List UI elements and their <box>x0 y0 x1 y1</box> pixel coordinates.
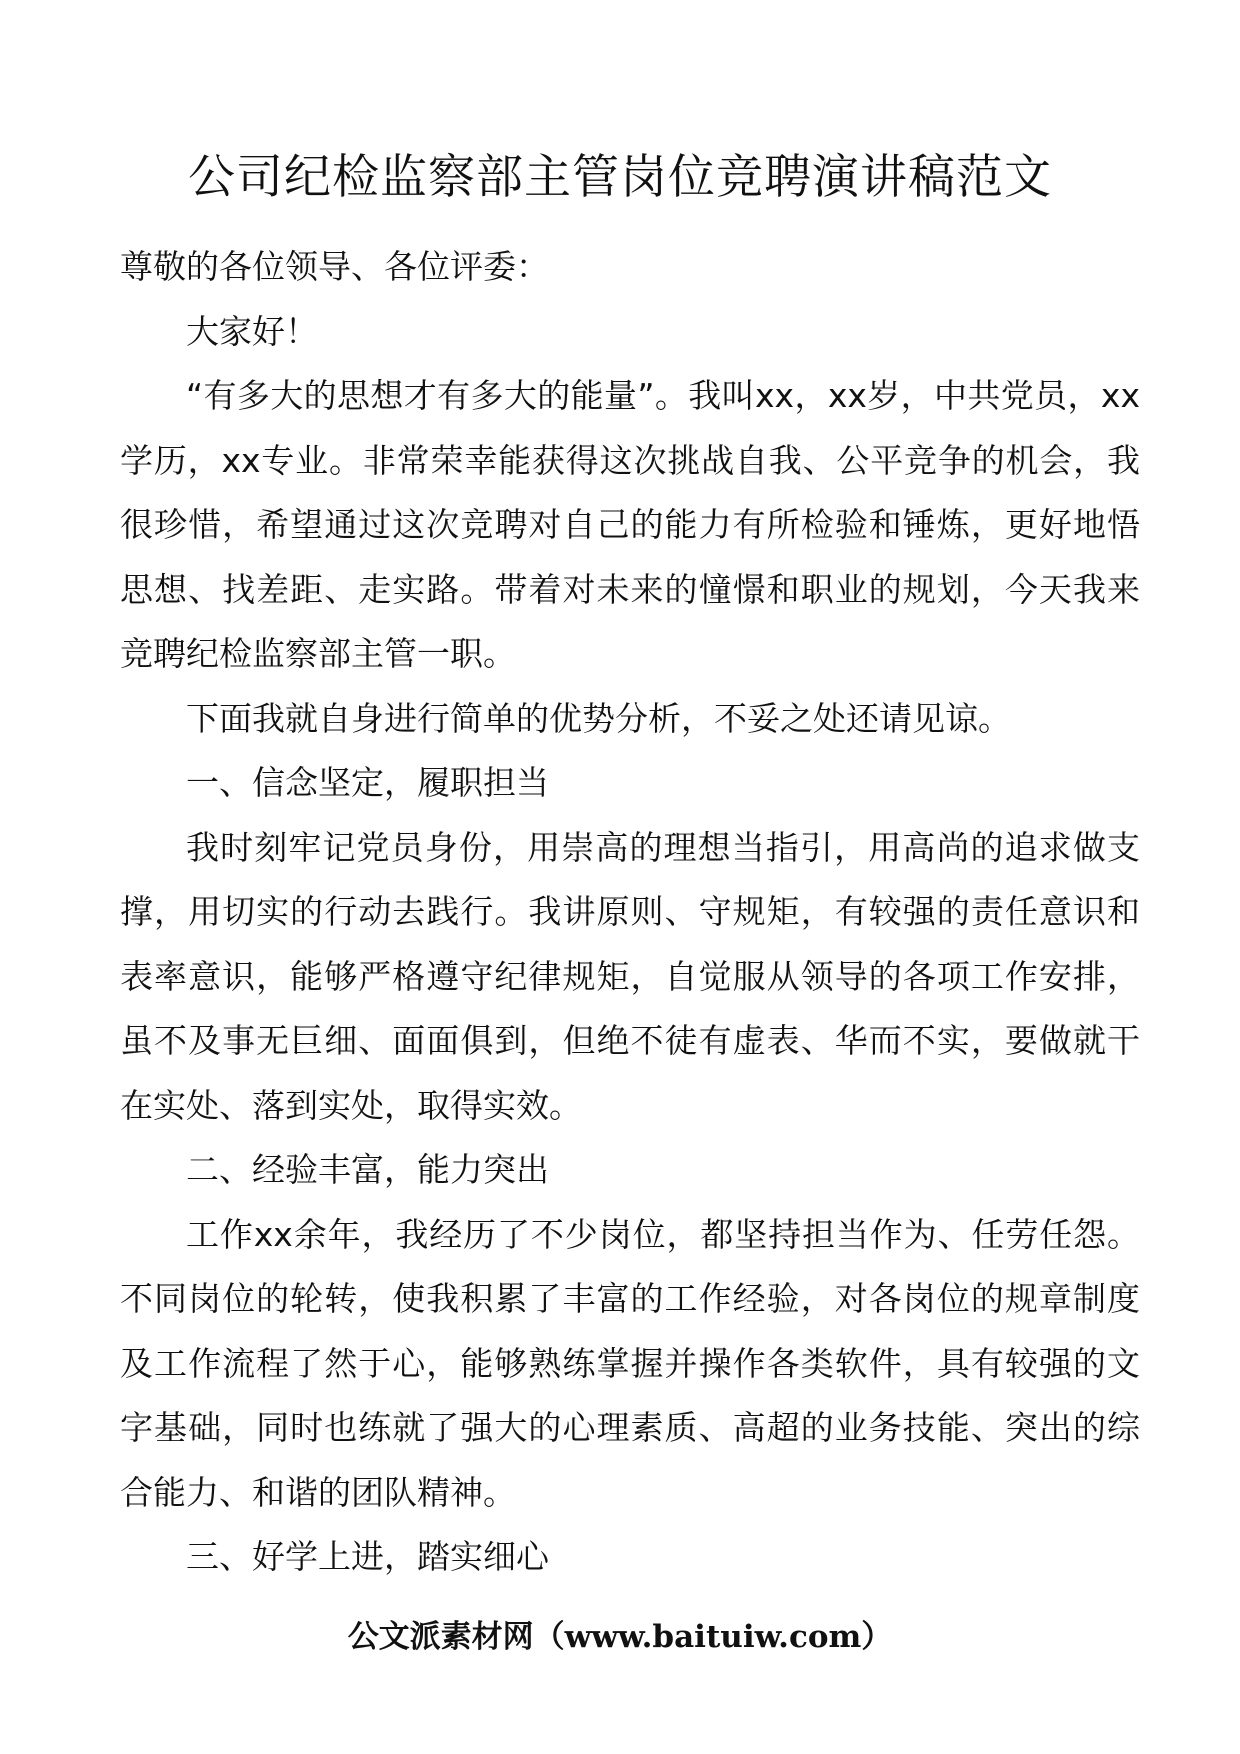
document-title: 公司纪检监察部主管岗位竞聘演讲稿范文 <box>188 150 1052 205</box>
paragraph-section-2: 工作xx余年，我经历了不少岗位，都坚持担当作为、任劳任怨。不同岗位的轮转，使我积累了丰富的工作经验，对各岗位的规章制度及工作流程了然于心，能够熟练掌握并操作各类软件，具有较强的文字基础，同时也练就了强大的心理素质、高超的业务技能、突出的综合能力、和谐的团队精神。 <box>120 1214 1140 1512</box>
paragraph-transition: 下面我就自身进行简单的优势分析，不妥之处还请见谅。 <box>186 698 1011 738</box>
section-heading-2: 二、经验丰富，能力突出 <box>186 1150 549 1189</box>
greeting: 大家好！ <box>186 311 318 351</box>
section-heading-1: 一、信念坚定，履职担当 <box>186 763 549 802</box>
footer-watermark: 公文派素材网（www.baituiw.com） <box>347 1619 893 1655</box>
paragraph-section-1: 我时刻牢记党员身份，用崇高的理想当指引，用高尚的追求做支撑，用切实的行动去践行。我讲原则、守规矩，有较强的责任意识和表率意识，能够严格遵守纪律规矩，自觉服从领导的各项工作安排，虽不及事无巨细、面面俱到，但绝不徒有虚表、华而不实，要做就干在实处、落到实处，取得实效。 <box>120 827 1140 1125</box>
section-heading-3: 三、好学上进，踏实细心 <box>186 1537 549 1576</box>
document-body <box>120 235 1140 1590</box>
paragraph-introduction: “有多大的思想才有多大的能量”。我叫xx，xx岁，中共党员，xx学历，xx专业。非常荣幸能获得这次挑战自我、公平竞争的机会，我很珍惜，希望通过这次竞聘对自己的能力有所检验和锤炼，更好地悟思想、找差距、走实路。带着对未来的憧憬和职业的规划，今天我来竞聘纪检监察部主管一职。 <box>120 376 1140 673</box>
salutation: 尊敬的各位领导、各位评委： <box>120 247 549 286</box>
